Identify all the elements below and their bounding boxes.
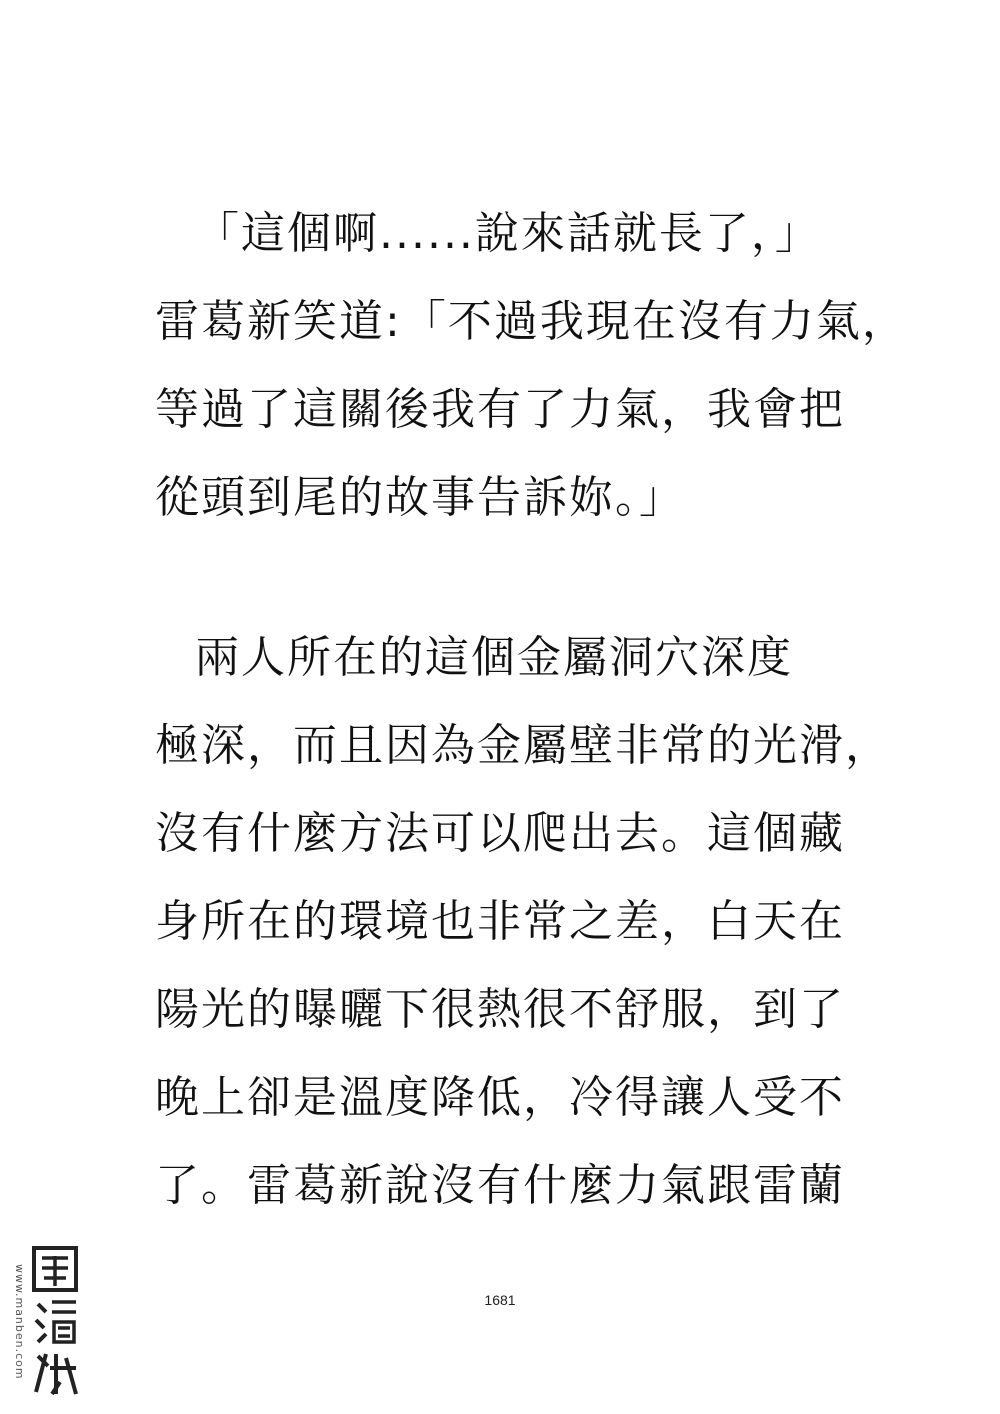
text-line: 了。雷葛新說沒有什麼力氣跟雷蘭 (155, 1160, 845, 1211)
manben-logo-icon (30, 1242, 82, 1402)
text-line: 極深，而且因為金屬壁非常的光滑， (155, 720, 891, 771)
watermark (6, 1242, 96, 1402)
text-line: 沒有什麼方法可以爬出去。這個藏 (155, 808, 845, 859)
text-line: 等過了這關後我有了力氣，我會把 (155, 384, 845, 435)
text-line: 雷葛新笑道:「不過我現在沒有力氣， (155, 296, 908, 347)
page-number: 1681 (484, 1292, 516, 1308)
paragraph-2 (155, 614, 891, 1230)
text-line: 兩人所在的這個金屬洞穴深度 (195, 632, 793, 683)
watermark-url: www.manben.com (13, 1264, 26, 1380)
paragraph-1 (155, 190, 908, 542)
text-line: 從頭到尾的故事告訴妳。」 (155, 472, 685, 523)
text-line: 「這個啊......說來話就長了，」 (195, 208, 821, 259)
text-line: 晚上卻是溫度降低，冷得讓人受不 (155, 1072, 845, 1123)
text-line: 身所在的環境也非常之差，白天在 (155, 896, 845, 947)
text-line: 陽光的曝曬下很熱很不舒服，到了 (155, 984, 845, 1035)
